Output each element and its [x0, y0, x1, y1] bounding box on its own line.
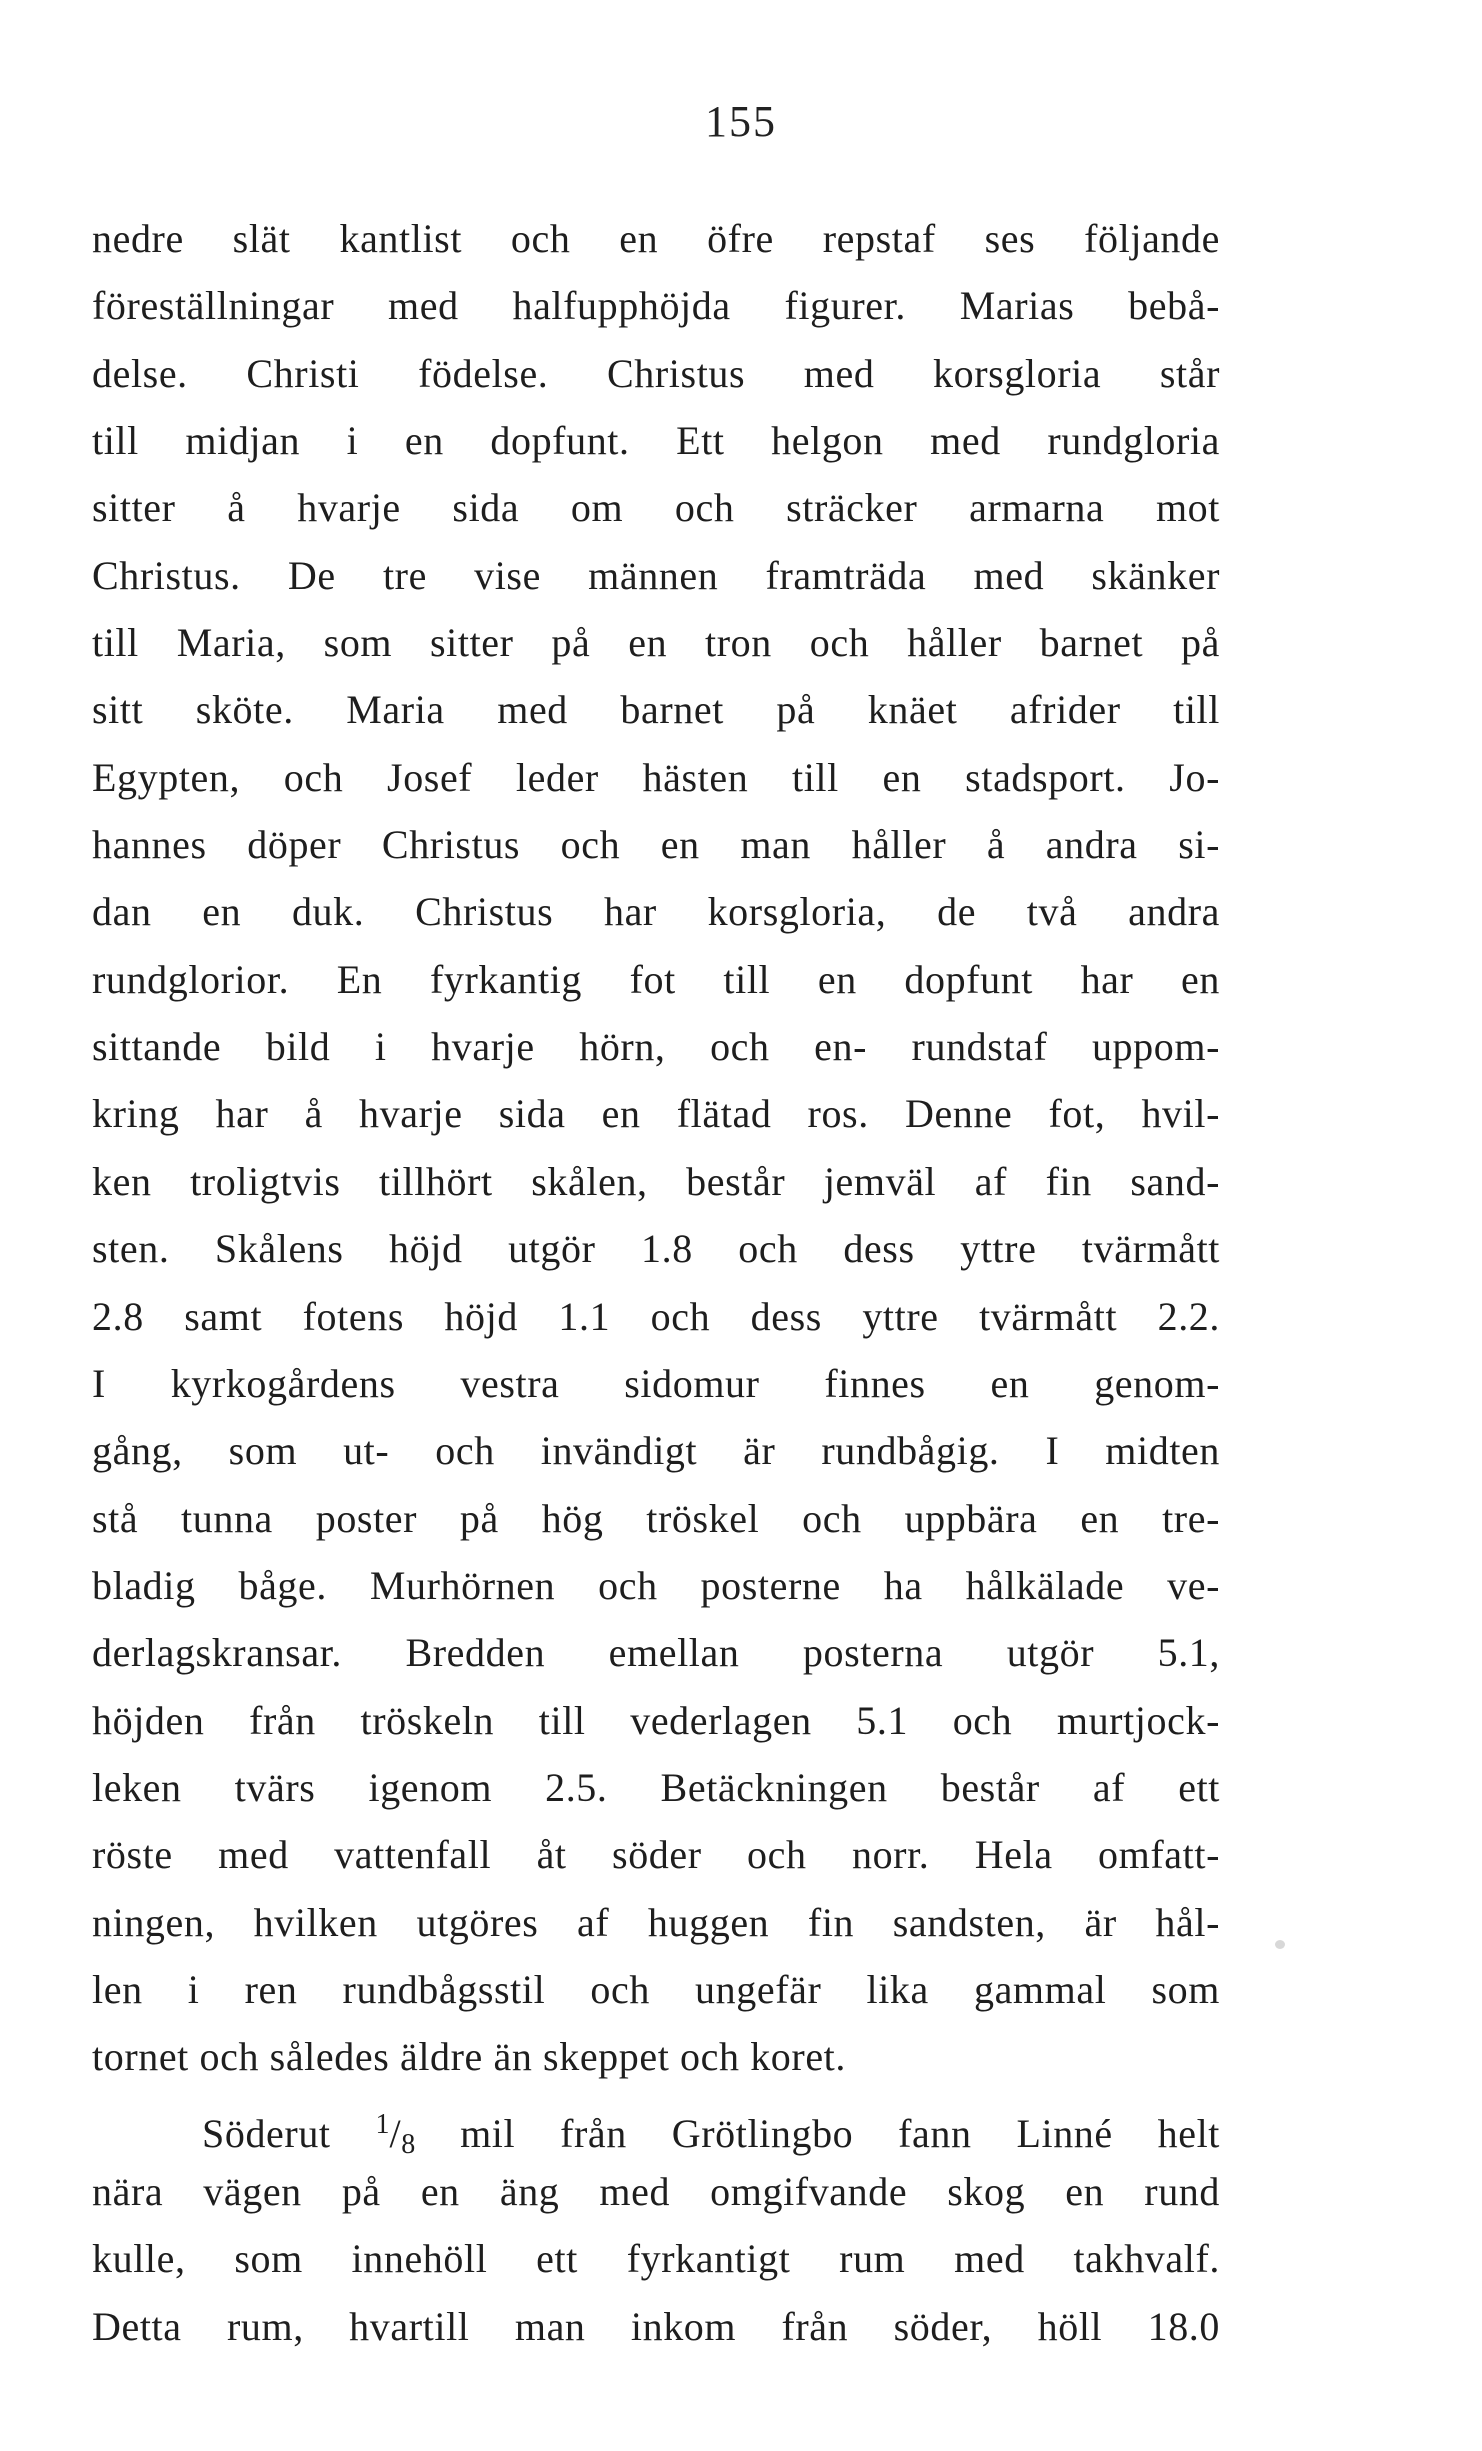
text-line: höjden från tröskeln till vederlagen 5.1 och murtjock- — [92, 1697, 1220, 1743]
text-line: föreställningar med halfupphöjda figurer. Marias bebå- — [92, 283, 1220, 329]
text-line: till midjan i en dopfunt. Ett helgon med rundgloria — [92, 418, 1220, 464]
text-line: sittande bild i hvarje hörn, och en- rundstaf uppom- — [92, 1024, 1220, 1070]
text-line: sitter å hvarje sida om och sträcker armarna mot — [92, 485, 1220, 531]
text-line: tornet och således äldre än skeppet och koret. — [92, 2034, 846, 2080]
fraction-numerator: 1 — [375, 2108, 390, 2140]
text-line: Christus. De tre vise männen framträda med skänker — [92, 552, 1220, 598]
text-line: delse. Christi födelse. Christus med korsgloria står — [92, 350, 1220, 396]
page-number: 155 — [705, 97, 777, 146]
text-segment: mil från Grötlingbo fann Linné helt — [415, 2110, 1220, 2156]
text-segment: Söderut — [202, 2110, 376, 2156]
text-line: till Maria, som sitter på en tron och håller barnet på — [92, 620, 1220, 666]
text-line: I kyrkogårdens vestra sidomur finnes en genom- — [92, 1360, 1220, 1406]
text-line: derlagskransar. Bredden emellan posterna utgör 5.1, — [92, 1630, 1220, 1676]
text-line: sten. Skålens höjd utgör 1.8 och dess yttre tvärmått — [92, 1226, 1220, 1272]
text-line: kulle, som innehöll ett fyrkantigt rum med takhvalf. — [92, 2236, 1220, 2282]
text-line: 2.8 samt fotens höjd 1.1 och dess yttre tvärmått 2.2. — [92, 1293, 1220, 1339]
text-line: röste med vattenfall åt söder och norr. Hela omfatt- — [92, 1832, 1220, 1878]
text-line: ningen, hvilken utgöres af huggen fin sandsten, är hål- — [92, 1899, 1220, 1945]
text-line: bladig båge. Murhörnen och posterne ha hålkälade ve- — [92, 1562, 1220, 1608]
body-text — [92, 205, 1220, 2360]
text-line: Egypten, och Josef leder hästen till en stadsport. Jo- — [92, 754, 1220, 800]
text-line: Detta rum, hvartill man inkom från söder, höll 18.0 — [92, 2303, 1220, 2349]
text-line: gång, som ut- och invändigt är rundbågig. I midten — [92, 1428, 1220, 1474]
fraction-denominator: 8 — [401, 2128, 416, 2160]
text-line: ken troligtvis tillhört skålen, består jemväl af fin sand- — [92, 1158, 1220, 1204]
text-line: leken tvärs igenom 2.5. Betäckningen består af ett — [92, 1764, 1220, 1810]
text-line: nedre slät kantlist och en öfre repstaf ses följande — [92, 216, 1220, 261]
text-line: nära vägen på en äng med omgifvande skog en rund — [92, 2168, 1220, 2214]
paper-speck — [1275, 1940, 1285, 1949]
fraction-slash: / — [389, 2110, 402, 2156]
paragraph-2-first-line — [92, 2091, 1220, 2158]
text-line: len i ren rundbågsstil och ungefär lika gammal som — [92, 1966, 1220, 2012]
text-line: sitt sköte. Maria med barnet på knäet afrider till — [92, 687, 1220, 733]
text-line: kring har å hvarje sida en flätad ros. Denne fot, hvil- — [92, 1091, 1220, 1137]
text-line: rundglorior. En fyrkantig fot till en dopfunt har en — [92, 956, 1220, 1002]
text-line: stå tunna poster på hög tröskel och uppbära en tre- — [92, 1495, 1220, 1541]
text-line: hannes döper Christus och en man håller å andra si- — [92, 822, 1220, 868]
text-line: dan en duk. Christus har korsgloria, de två andra — [92, 889, 1220, 935]
